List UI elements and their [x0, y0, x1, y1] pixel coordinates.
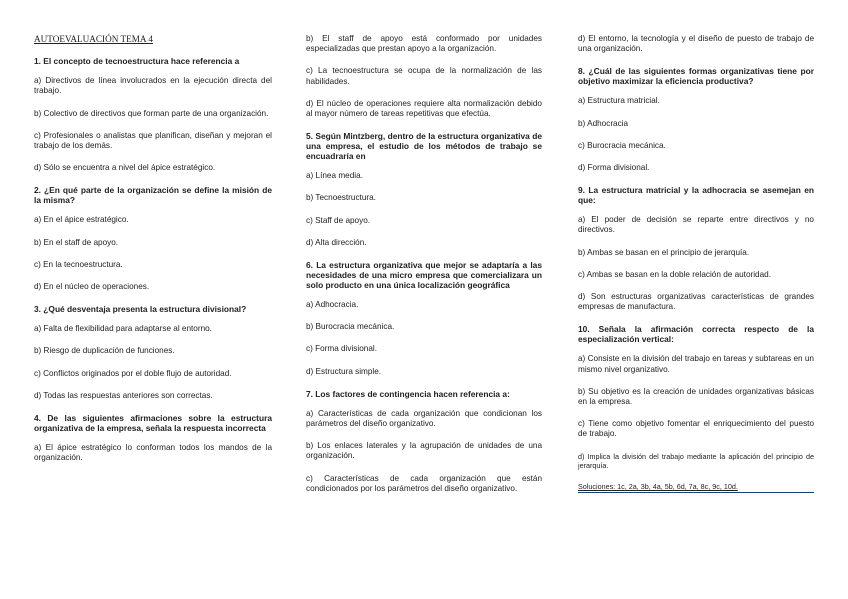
question-2: 2. ¿En qué parte de la organización se define la misión de la misma?: [34, 185, 272, 206]
q1-option-b: b) Colectivo de directivos que forman parte de una organización.: [34, 108, 269, 118]
solutions-underline: [578, 492, 814, 493]
q9-option-d: d) Son estructuras organizativas características de grandes empresas de manufactura.: [578, 292, 814, 312]
column-2: [306, 34, 542, 506]
q5-option-d: d) Alta dirección.: [306, 237, 367, 247]
question-4: 4. De las siguientes afirmaciones sobre la estructura organizativa de la empresa, señala la respuesta incorrecta: [34, 413, 272, 434]
q2-option-a: a) En el ápice estratégico.: [34, 215, 129, 225]
q8-option-d: d) Forma divisional.: [578, 163, 650, 173]
q8-option-a: a) Estructura matricial.: [578, 96, 660, 106]
q9-option-a: a) El poder de decisión se reparte entre directivos y no directivos.: [578, 215, 814, 235]
column-1: [34, 34, 272, 475]
question-7: 7. Los factores de contingencia hacen referencia a:: [306, 388, 510, 399]
q1-option-a: a) Directivos de línea involucrados en la ejecución directa del trabajo.: [34, 76, 272, 96]
column-3: [578, 34, 814, 493]
question-5: 5. Según Mintzberg, dentro de la estructura organizativa de una empresa, el estudio de los métodos de trabajo se encuadraría en: [306, 131, 542, 162]
q3-option-d: d) Todas las respuestas anteriores son correctas.: [34, 390, 213, 400]
question-9: 9. La estructura matricial y la adhocracia se asemejan en que:: [578, 185, 814, 206]
q4-option-d: d) El núcleo de operaciones requiere alta normalización debido al mayor número de tareas repetitivas que efectúa.: [306, 98, 542, 119]
question-6: 6. La estructura organizativa que mejor se adaptaría a las necesidades de una micro empresa que comercializara un solo producto en una única localización geográfica: [306, 260, 542, 291]
q3-option-b: b) Riesgo de duplicación de funciones.: [34, 346, 175, 356]
q6-option-a: a) Adhocracia.: [306, 300, 359, 310]
q2-option-b: b) En el staff de apoyo.: [34, 237, 119, 247]
solutions-line: Soluciones: 1c, 2a, 3b, 4a, 5b, 6d, 7a, 8c, 9c, 10d.: [578, 481, 738, 491]
q10-option-b: b) Su objetivo es la creación de unidades organizativas básicas en la empresa.: [578, 386, 814, 407]
question-3: 3. ¿Qué desventaja presenta la estructura divisional?: [34, 304, 247, 315]
q6-option-b: b) Burocracia mecánica.: [306, 322, 395, 332]
q9-option-c: c) Ambas se basan en la doble relación de autoridad.: [578, 269, 771, 279]
q5-option-a: a) Línea media.: [306, 171, 363, 181]
q5-option-b: b) Tecnoestructura.: [306, 193, 376, 203]
q6-option-c: c) Forma divisional.: [306, 344, 377, 354]
q5-option-c: c) Staff de apoyo.: [306, 215, 371, 225]
q7-option-c: c) Características de cada organización que están condicionados por los parámetros del diseño organizativo.: [306, 473, 542, 493]
question-1: 1. El concepto de tecnoestructura hace referencia a: [34, 56, 240, 67]
q3-option-a: a) Falta de flexibilidad para adaptarse al entorno.: [34, 324, 212, 334]
q7-option-b: b) Los enlaces laterales y la agrupación de unidades de una organización.: [306, 441, 542, 461]
q7-option-a: a) Características de cada organización que condicionan los parámetros del diseño organizativo.: [306, 408, 542, 429]
q2-option-d: d) En el núcleo de operaciones.: [34, 282, 150, 292]
q10-option-c: c) Tiene como objetivo fomentar el enriquecimiento del puesto de trabajo.: [578, 419, 814, 439]
q8-option-c: c) Burocracia mecánica.: [578, 140, 666, 150]
q9-option-b: b) Ambas se basan en el principio de jerarquía.: [578, 247, 750, 257]
q1-option-d: d) Sólo se encuentra a nivel del ápice estratégico.: [34, 163, 216, 173]
q4-option-a: a) El ápice estratégico lo conforman todos los mandos de la organización.: [34, 443, 272, 463]
q10-option-a: a) Consiste en la división del trabajo en tareas y subtareas en un mismo nivel organizativo.: [578, 354, 814, 374]
q2-option-c: c) En la tecnoestructura.: [34, 259, 123, 269]
q1-option-c: c) Profesionales o analistas que planifican, diseñan y mejoran el trabajo de los demás.: [34, 130, 272, 151]
q6-option-d: d) Estructura simple.: [306, 366, 382, 376]
q7-option-d: d) El entorno, la tecnología y el diseño de puesto de trabajo de una organización.: [578, 34, 814, 54]
q4-option-c: c) La tecnoestructura se ocupa de la normalización de las habilidades.: [306, 66, 542, 86]
page-title: AUTOEVALUACIÓN TEMA 4: [34, 34, 153, 44]
q8-option-b: b) Adhocracia: [578, 118, 629, 128]
q10-option-d: d) Implica la división del trabajo mediante la aplicación del principio de jerarquía.: [578, 451, 814, 470]
q4-option-b: b) El staff de apoyo está conformado por unidades especializadas que prestan apoyo a la organización.: [306, 34, 542, 54]
question-8: 8. ¿Cuál de las siguientes formas organizativas tiene por objetivo maximizar la eficiencia productiva?: [578, 66, 814, 87]
q3-option-c: c) Conflictos originados por el doble flujo de autoridad.: [34, 368, 232, 378]
question-10: 10. Señala la afirmación correcta respecto de la especialización vertical:: [578, 324, 814, 345]
